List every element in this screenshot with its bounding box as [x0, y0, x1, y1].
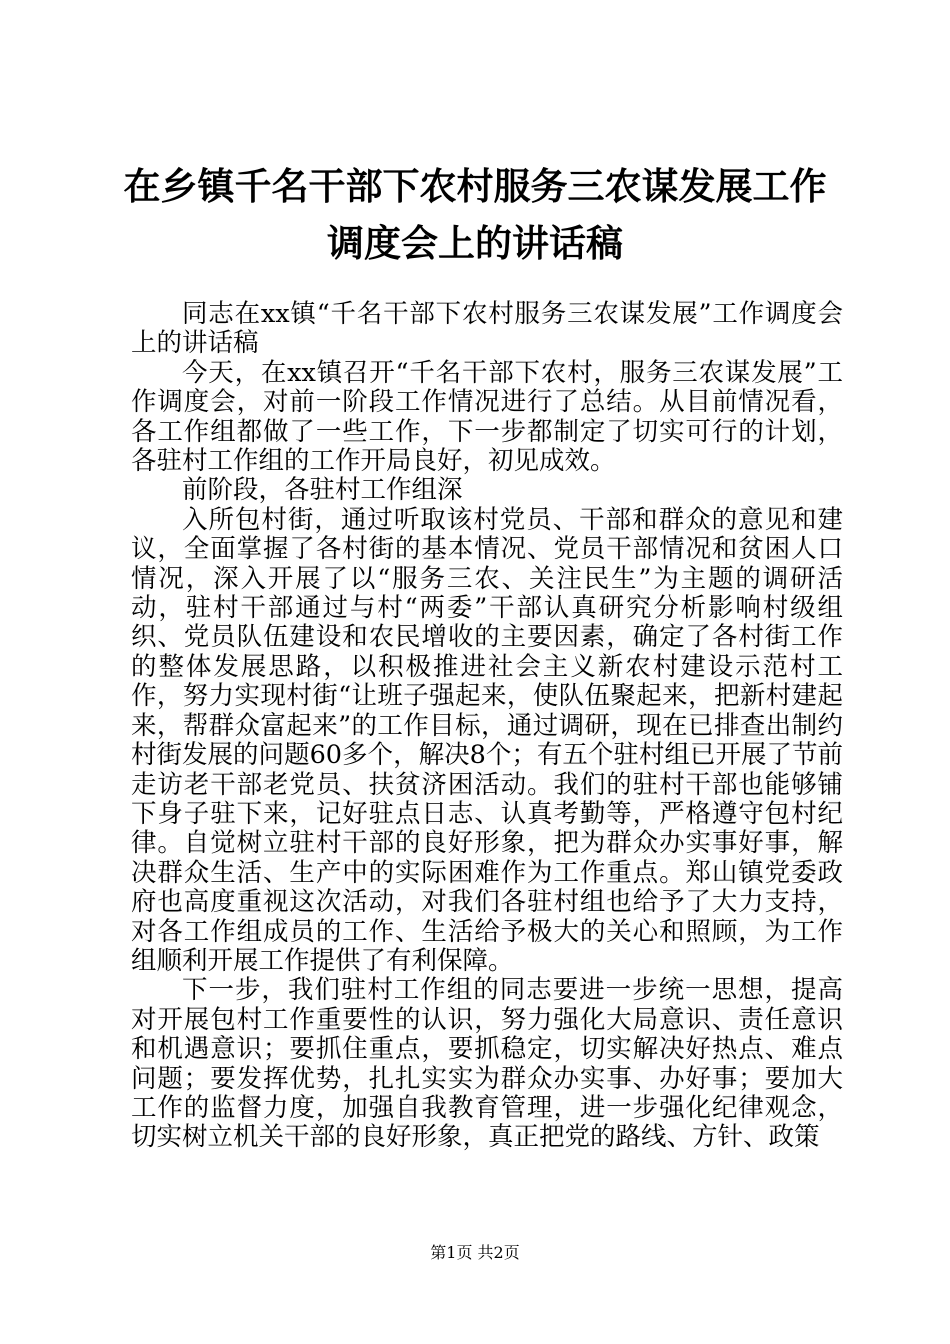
paragraph-achievements: 入所包村街，通过听取该村党员、干部和群众的意见和建议，全面掌握了各村街的基本情况、党员干部情况和贫困人口情况，深入开展了以“服务三农、关注民生”为主题的调研活动，驻村干部通过与村“两委”干部认真研究分析影响村级组织、党员队伍建设和农民增收的主要因素，确定了各村街工作的整体发展思路，以积极推进社会主义新农村建设示范村工作，努力实现村街“让班子强起来，使队伍聚起来，把新村建起来，帮群众富起来”的工作目标，通过调研，现在已排查出制约村街发展的问题60多个，解决8个；有五个驻村组已开展了节前走访老干部老党员、扶贫济困活动。我们的驻村干部也能够铺下身子驻下来，记好驻点日志、认真考勤等，严格遵守包村纪律。自觉树立驻村干部的良好形象，把为群众办实事好事，解决群众生活、生产中的实际困难作为工作重点。郑山镇党委政府也高度重视这次活动，对我们各驻村组也给予了大力支持，对各工作组成员的工作、生活给予极大的关心和照顾，为工作组顺利开展工作提供了有利保障。: [131, 504, 843, 976]
paragraph-previous-stage: 前阶段，各驻村工作组深: [182, 475, 463, 506]
document-title: 在乡镇千名干部下农村服务三农谋发展工作调度会上的讲话稿: [123, 165, 827, 265]
page-number-footer: 第1页 共2页: [430, 1243, 520, 1262]
document-body: [131, 300, 843, 1153]
paragraph-next-step: 下一步，我们驻村工作组的同志要进一步统一思想，提高对开展包村工作重要性的认识，努力强化大局意识、责任意识和机遇意识；要抓住重点，要抓稳定，切实解决好热点、难点问题；要发挥优势，扎扎实实为群众办实事、办好事；要加大工作的监督力度，加强自我教育管理，进一步强化纪律观念，切实树立机关干部的良好形象，真正把党的路线、方针、政策: [131, 975, 843, 1153]
paragraph-subtitle: 同志在xx镇“千名干部下农村服务三农谋发展”工作调度会上的讲话稿: [131, 299, 843, 359]
paragraph-intro: 今天，在xx镇召开“千名干部下农村，服务三农谋发展”工作调度会，对前一阶段工作情况进行了总结。从目前情况看，各工作组都做了一些工作，下一步都制定了切实可行的计划，各驻村工作组的工作开局良好，初见成效。: [131, 357, 843, 477]
